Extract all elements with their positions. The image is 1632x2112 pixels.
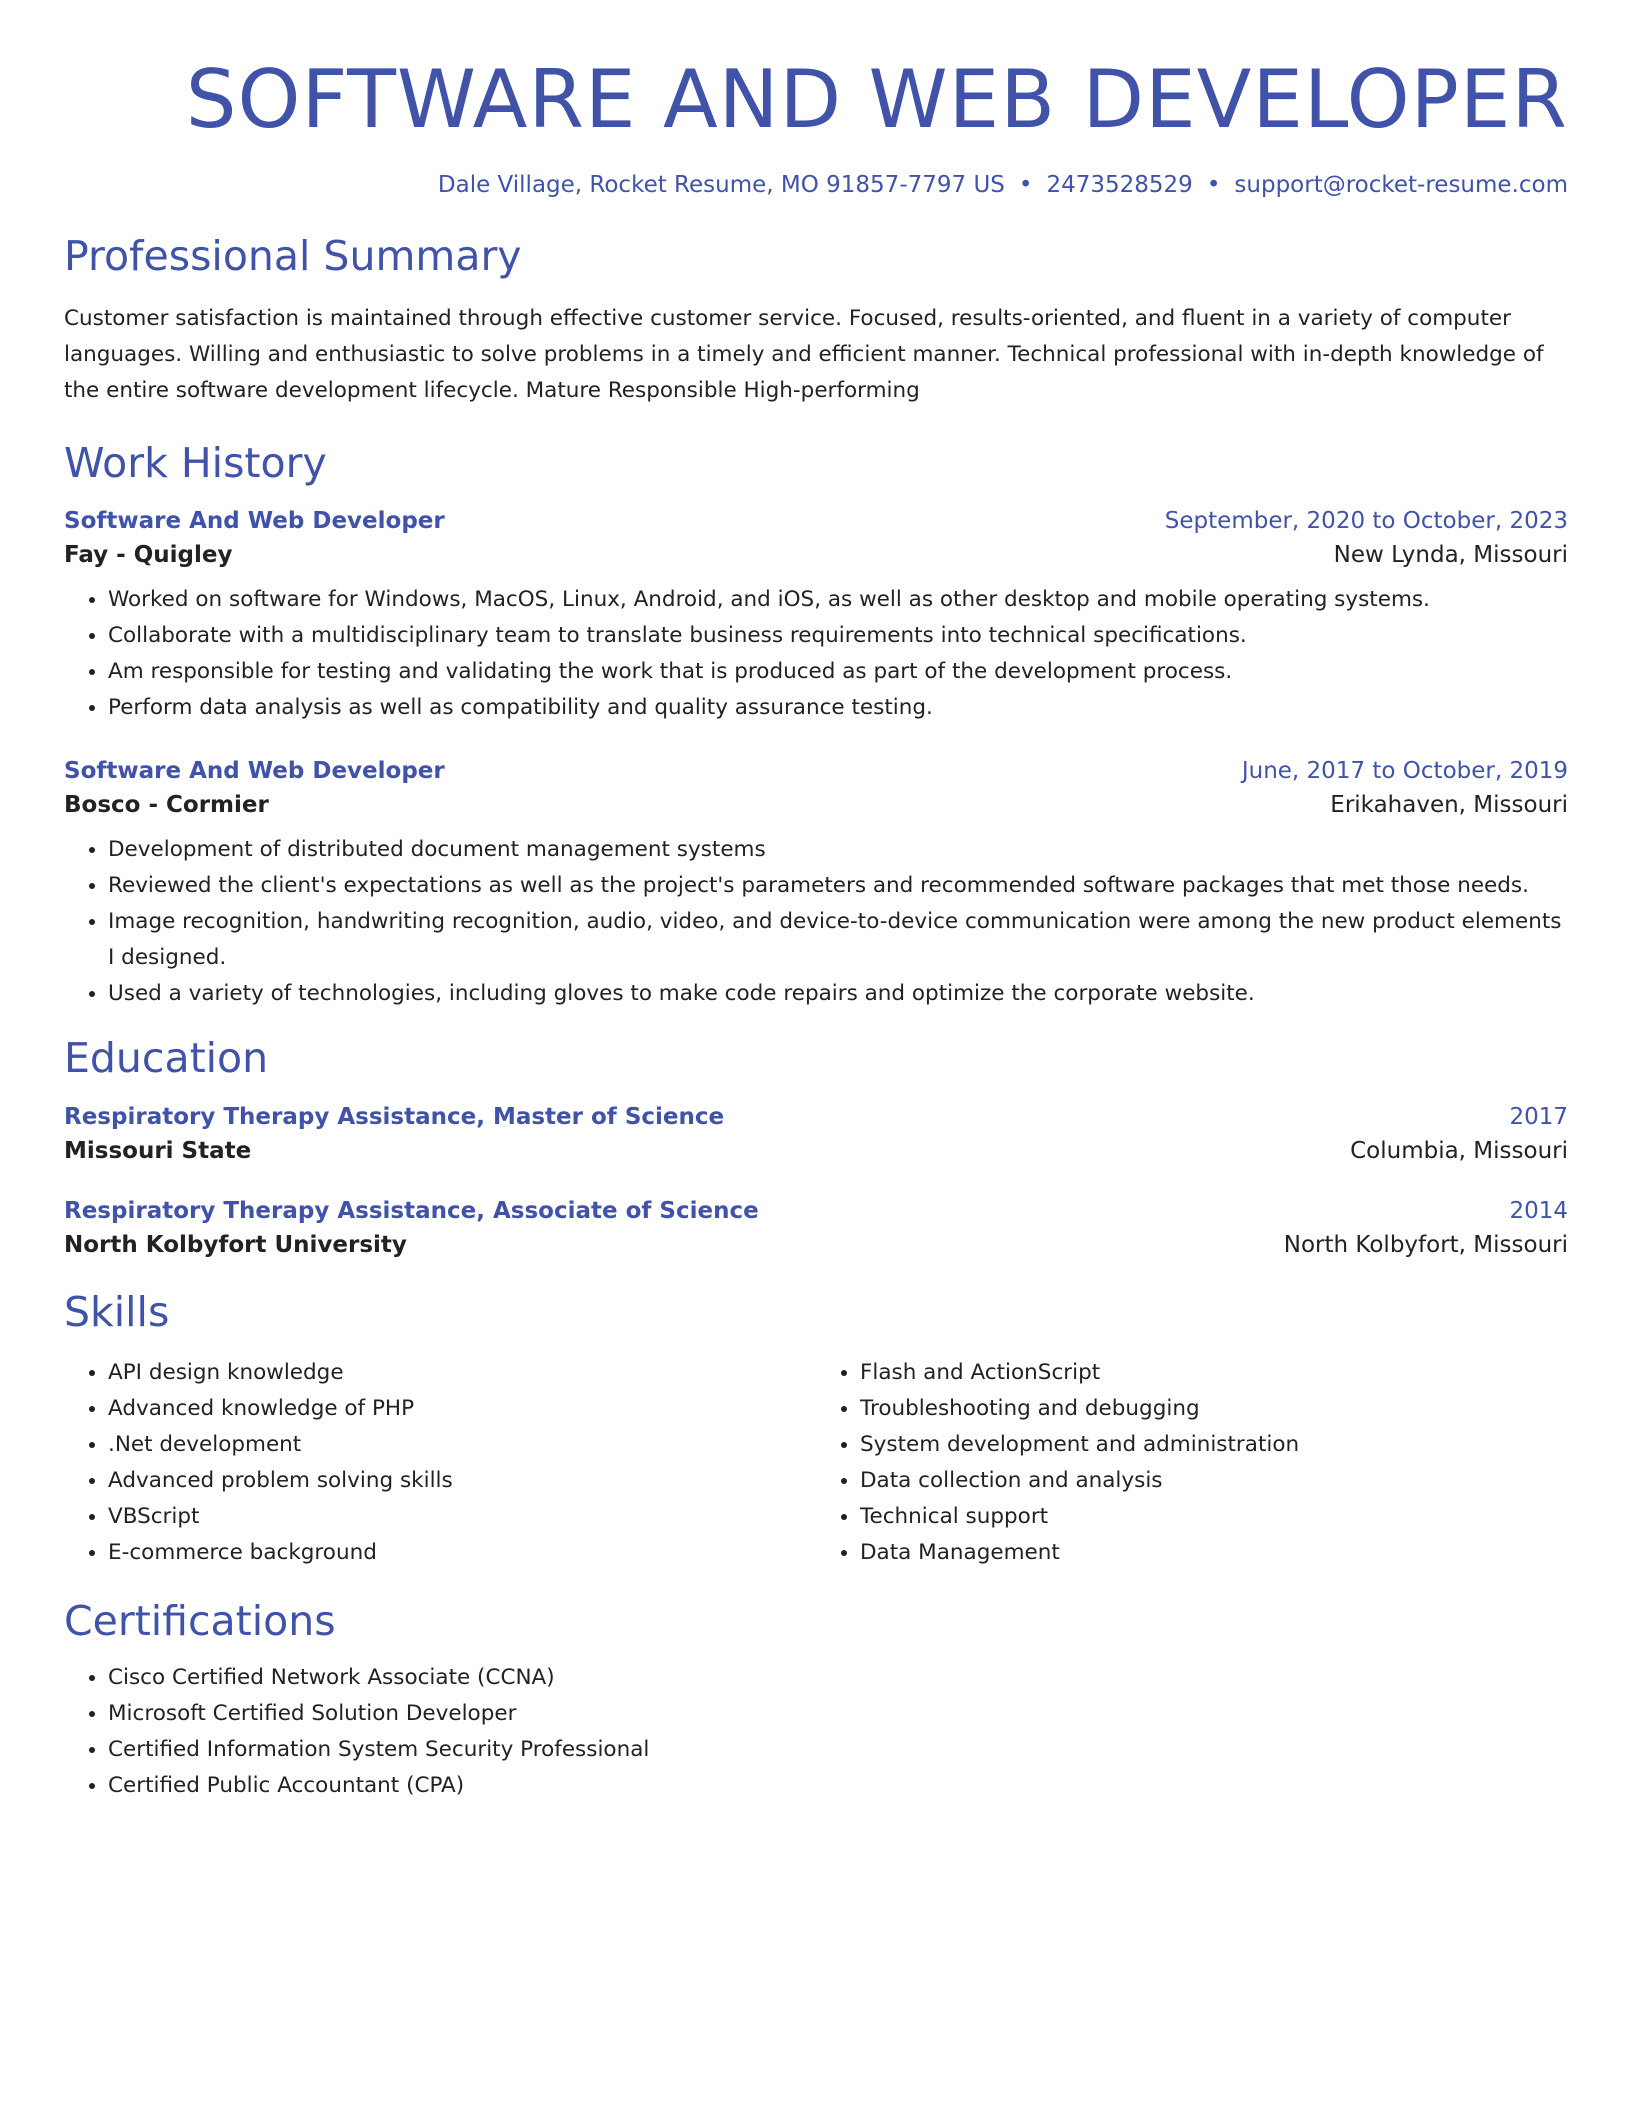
skill-item: • E-commerce background — [108, 1535, 816, 1571]
education-location: North Kolbyfort, Missouri — [1283, 1231, 1568, 1258]
education-school: North Kolbyfort University — [64, 1231, 407, 1258]
job-dates: September, 2020 to October, 2023 — [1164, 508, 1568, 535]
resume-title: SOFTWARE AND WEB DEVELOPER — [185, 53, 1568, 146]
job-bullet: • Reviewed the client's expectations as well as the project's parameters and recommended software packages that met those needs. — [108, 868, 1568, 904]
skill-item: • Troubleshooting and debugging — [860, 1391, 1568, 1427]
skill-item: • System development and administration — [860, 1427, 1568, 1463]
job-role: Software And Web Developer — [64, 758, 445, 785]
summary-text: Customer satisfaction is maintained through effective customer service. Focused, results-oriented, and fluent in a variety of computer languages. Willing and enthusiastic to solve problems in a timely and efficient manner. Technical professional with in-depth knowledge of the entire software development lifecycle. Mature Responsible High-performing — [64, 306, 1544, 404]
contact-address: Dale Village, Rocket Resume, MO 91857-7797 US — [437, 172, 1005, 198]
section-heading-summary: Professional Summary — [64, 232, 522, 280]
job-bullet: • Worked on software for Windows, MacOS, Linux, Android, and iOS, as well as other desktop and mobile operating systems. — [108, 582, 1568, 618]
contact-phone: 2473528529 — [1046, 172, 1193, 198]
section-heading-education: Education — [64, 1034, 269, 1083]
job-dates: June, 2017 to October, 2019 — [1241, 758, 1568, 785]
skills-list-right — [816, 1355, 1568, 1571]
contact-separator: • — [1206, 172, 1221, 198]
education-entry — [64, 1198, 1568, 1258]
skill-item: • Advanced problem solving skills — [108, 1463, 816, 1499]
job-company: Bosco - Cormier — [64, 792, 269, 819]
summary-section — [64, 232, 1568, 409]
certifications-list — [64, 1660, 1568, 1804]
section-heading-skills: Skills — [64, 1287, 170, 1336]
skills-list-left — [64, 1355, 816, 1571]
skill-item: • Data Management — [860, 1535, 1568, 1571]
skill-item: • API design knowledge — [108, 1355, 816, 1391]
skill-item: • Flash and ActionScript — [860, 1355, 1568, 1391]
section-heading-work: Work History — [64, 439, 327, 488]
job-bullets — [64, 582, 1568, 726]
job-location: Erikahaven, Missouri — [1330, 792, 1568, 819]
job-location: New Lynda, Missouri — [1333, 542, 1568, 569]
job-role: Software And Web Developer — [64, 508, 445, 535]
section-heading-certifications: Certifications — [64, 1596, 336, 1645]
education-year: 2017 — [1509, 1103, 1568, 1130]
skill-item: • Technical support — [860, 1499, 1568, 1535]
education-degree: Respiratory Therapy Assistance, Master of Science — [64, 1103, 725, 1130]
certification-item: • Certified Public Accountant (CPA) — [108, 1768, 1568, 1804]
education-entry — [64, 1104, 1568, 1164]
education-location: Columbia, Missouri — [1350, 1137, 1568, 1164]
certification-item: • Microsoft Certified Solution Developer — [108, 1696, 1568, 1732]
job-bullet: • Perform data analysis as well as compatibility and quality assurance testing. — [108, 690, 1568, 726]
skills-section — [64, 1288, 1568, 1571]
skill-item: • Advanced knowledge of PHP — [108, 1391, 816, 1427]
certifications-section — [64, 1597, 1568, 1804]
contact-email: support@rocket-resume.com — [1234, 172, 1568, 198]
education-section — [64, 1034, 1568, 1257]
job-bullet: • Used a variety of technologies, including gloves to make code repairs and optimize the corporate website. — [108, 976, 1568, 1012]
job-entry — [64, 508, 1568, 726]
education-school: Missouri State — [64, 1137, 252, 1164]
job-bullet: • Development of distributed document management systems — [108, 832, 1568, 868]
certification-item: • Certified Information System Security Professional — [108, 1732, 1568, 1768]
job-bullet: • Am responsible for testing and validating the work that is produced as part of the development process. — [108, 654, 1568, 690]
skill-item: • .Net development — [108, 1427, 816, 1463]
work-history-section — [64, 439, 1568, 1012]
skill-item: • VBScript — [108, 1499, 816, 1535]
job-bullet: • Image recognition, handwriting recognition, audio, video, and device-to-device communication were among the new product elements I designed. — [108, 904, 1568, 976]
education-degree: Respiratory Therapy Assistance, Associate of Science — [64, 1197, 759, 1224]
job-entry — [64, 758, 1568, 1012]
job-company: Fay - Quigley — [64, 542, 233, 569]
skills-columns — [64, 1341, 1568, 1571]
skill-item: • Data collection and analysis — [860, 1463, 1568, 1499]
education-year: 2014 — [1509, 1197, 1568, 1224]
job-bullet: • Collaborate with a multidisciplinary team to translate business requirements into technical specifications. — [108, 618, 1568, 654]
job-bullets — [64, 832, 1568, 1012]
contact-line — [64, 172, 1568, 198]
certification-item: • Cisco Certified Network Associate (CCNA) — [108, 1660, 1568, 1696]
contact-separator: • — [1018, 172, 1033, 198]
